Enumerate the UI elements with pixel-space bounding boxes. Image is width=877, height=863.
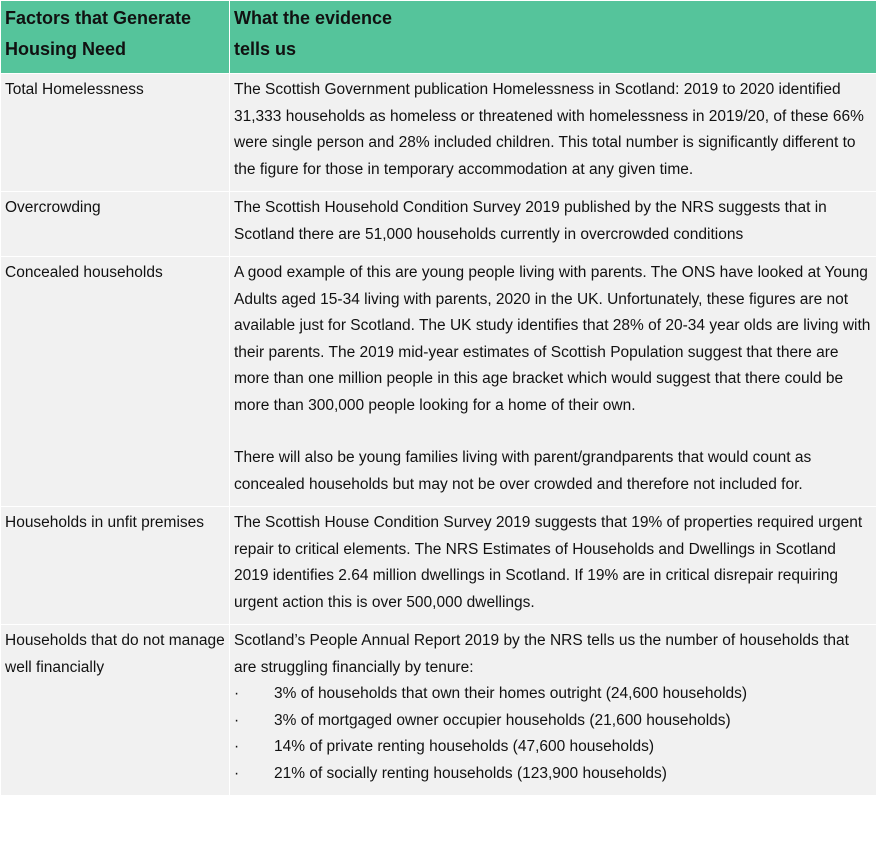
evidence-cell (230, 625, 877, 796)
factor-cell: Households that do not manage well financially (1, 625, 230, 796)
header-factors: Factors that Generate Housing Need (1, 1, 230, 74)
table-row (1, 192, 877, 257)
evidence-paragraph: There will also be young families living with parent/grandparents that would count as concealed households but may not be over crowded and therefore not included for. (234, 449, 812, 493)
bullet-icon: · (234, 711, 240, 729)
factor-cell: Concealed households (1, 257, 230, 507)
evidence-cell: The Scottish Household Condition Survey 2019 published by the NRS suggests that in Scotland there are 51,000 households currently in overcrowded conditions (230, 192, 877, 257)
evidence-paragraph: Scotland’s People Annual Report 2019 by the NRS tells us the number of households that are struggling financially by tenure: (234, 632, 849, 676)
list-item: · 3% of households that own their homes outright (24,600 households) (234, 681, 872, 708)
bullet-icon: · (234, 685, 240, 702)
bullet-icon: · (234, 764, 240, 782)
evidence-paragraph: A good example of this are young people living with parents. The ONS have looked at Young Adults aged 15-34 living with parents, 2020 in the UK. Unfortunately, these figures are not available just for Scotland. The UK study identifies that 28% of 20-34 year olds are living with their parents. The 2019 mid-year estimates of Scottish Population suggest that there are more than one million people in this age bracket which would suggest that there could be more than 300,000 people looking for a home of their own. (234, 264, 871, 414)
header-evidence: What the evidence tells us (230, 1, 877, 74)
list-item: · 21% of socially renting households (123,900 households) (234, 761, 872, 788)
evidence-cell: The Scottish House Condition Survey 2019 suggests that 19% of properties required urgent repair to critical elements. The NRS Estimates of Households and Dwellings in Scotland 2019 identifies 2.64 million dwellings in Scotland. If 19% are in critical disrepair requiring urgent action this is over 500,000 dwellings. (230, 507, 877, 625)
factor-cell: Overcrowding (1, 192, 230, 257)
bullet-icon: · (234, 738, 240, 755)
table-row (1, 507, 877, 625)
table-header-row (1, 1, 877, 74)
table-row (1, 74, 877, 192)
list-item: · 14% of private renting households (47,600 households) (234, 734, 872, 761)
factor-cell: Total Homelessness (1, 74, 230, 192)
list-item: · 3% of mortgaged owner occupier households (21,600 households) (234, 708, 872, 735)
tenure-list (234, 681, 872, 787)
table-row (1, 625, 877, 796)
evidence-cell (230, 257, 877, 507)
factor-cell: Households in unfit premises (1, 507, 230, 625)
table-row (1, 257, 877, 507)
evidence-cell: The Scottish Government publication Homelessness in Scotland: 2019 to 2020 identified 31,333 households as homeless or threatened with homelessness in 2019/20, of these 66% were single person and 28% included children. This total number is significantly different to the figure for those in temporary accommodation at any given time. (230, 74, 877, 192)
